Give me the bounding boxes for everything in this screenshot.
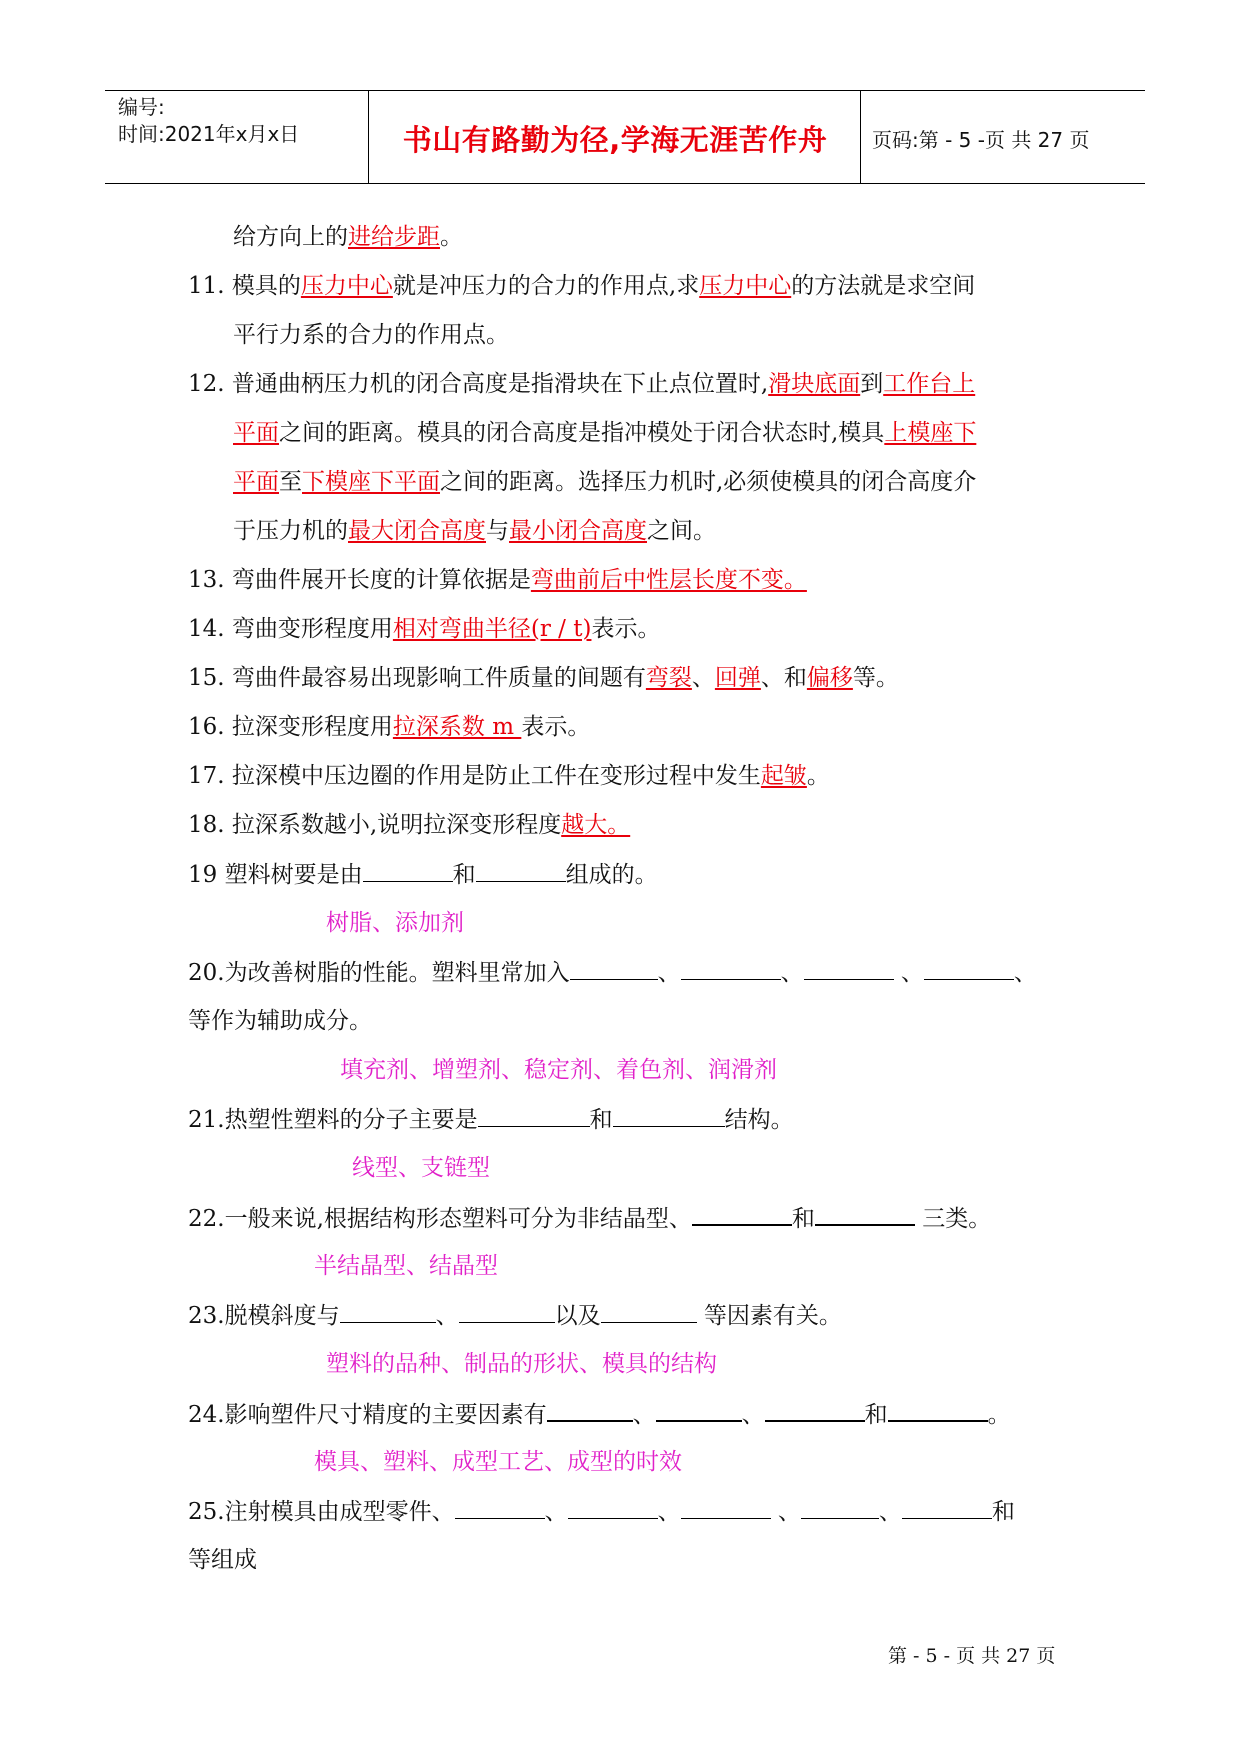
answer-20: 填充剂、增塑剂、稳定剂、着色剂、润滑剂 <box>340 1057 777 1083</box>
answer-21: 线型、支链型 <box>352 1155 490 1181</box>
question-25-continuation: 等组成 <box>188 1547 257 1573</box>
fill-blank <box>656 1398 742 1422</box>
answer-text: 越大。 <box>561 812 631 838</box>
fill-blank <box>568 1496 658 1519</box>
fill-blank <box>476 859 566 882</box>
answer-text: 压力中心 <box>300 273 393 299</box>
answer-text: 弯曲前后中性层长度不变。 <box>530 567 807 593</box>
answer-text: 滑块底面 <box>768 371 861 397</box>
answer-text: 下模座下平面 <box>302 469 440 495</box>
answer-text: 进给步距 <box>348 224 440 250</box>
fill-blank <box>363 859 453 882</box>
question-21: 21.热塑性塑料的分子主要是 和 结构。 <box>188 1104 794 1135</box>
question-13: 13. 弯曲件展开长度的计算依据是弯曲前后中性层长度不变。 <box>188 567 807 593</box>
document-number-label: 编号: <box>118 95 165 119</box>
fill-blank <box>692 1202 792 1226</box>
fill-blank <box>815 1202 915 1226</box>
answer-text: 回弹 <box>714 665 761 691</box>
question-14: 14. 弯曲变形程度用相对弯曲半径(r / t)表示。 <box>188 616 661 642</box>
answer-text: 最大闭合高度 <box>348 518 486 544</box>
fill-blank <box>601 1300 697 1323</box>
question-22: 22.一般来说,根据结构形态塑料可分为非结晶型、 和 三类。 <box>188 1202 991 1234</box>
fill-blank <box>888 1398 988 1422</box>
fill-blank <box>804 957 894 980</box>
question-20-continuation: 等作为辅助成分。 <box>188 1008 372 1034</box>
fill-blank <box>547 1398 633 1422</box>
fill-blank <box>924 957 1014 980</box>
answer-text: 偏移 <box>806 665 853 691</box>
header-meta <box>118 94 299 148</box>
answer-19: 树脂、添加剂 <box>326 910 464 936</box>
answer-text: 起皱 <box>760 763 807 789</box>
line-10-continuation: 给方向上的进给步距。 <box>233 224 463 250</box>
question-12-line-4: 于压力机的最大闭合高度与最小闭合高度之间。 <box>233 518 716 544</box>
question-11-continuation: 平行力系的合力的作用点。 <box>233 322 509 348</box>
question-23: 23.脱模斜度与 、 以及 等因素有关。 <box>188 1300 842 1331</box>
header-bottom-rule <box>105 183 1145 184</box>
fill-blank <box>681 957 781 980</box>
question-16: 16. 拉深变形程度用拉深系数 m 表示。 <box>188 714 591 740</box>
question-15: 15. 弯曲件最容易出现影响工件质量的间题有弯裂、回弹、和偏移等。 <box>188 665 899 691</box>
question-12: 12. 普通曲柄压力机的闭合高度是指滑块在下止点位置时,滑块底面到工作台上 <box>188 371 976 397</box>
answer-text: 相对弯曲半径(r / t) <box>392 616 592 642</box>
fill-blank <box>459 1300 555 1323</box>
question-19: 19 塑料树要是由 和 组成的。 <box>188 859 658 890</box>
question-11: 11. 模具的压力中心就是冲压力的合力的作用点,求压力中心的方法就是求空间 <box>188 273 976 299</box>
header-divider-left <box>368 90 369 183</box>
answer-text: 平面 <box>233 420 279 446</box>
answer-text: 弯裂 <box>645 665 692 691</box>
fill-blank <box>765 1398 865 1422</box>
question-25: 25.注射模具由成型零件、 、 、 、 、 和 <box>188 1496 1015 1527</box>
answer-text: 平面 <box>233 469 279 495</box>
document-time-label: 时间:2021年x月x日 <box>118 122 300 146</box>
fill-blank <box>570 957 658 980</box>
fill-blank <box>478 1104 590 1127</box>
fill-blank <box>681 1496 771 1519</box>
answer-text: 上模座下 <box>884 420 977 446</box>
fill-blank <box>902 1496 992 1519</box>
fill-blank <box>455 1496 545 1519</box>
header-motto: 书山有路勤为径,学海无涯苦作舟 <box>402 123 828 157</box>
answer-text: 压力中心 <box>699 273 792 299</box>
question-17: 17. 拉深模中压边圈的作用是防止工件在变形过程中发生起皱。 <box>188 763 830 789</box>
answer-text: 拉深系数 m <box>392 714 522 740</box>
header-top-rule <box>105 90 1145 91</box>
header-page-label: 页码:第 - 5 -页 共 27 页 <box>872 128 1090 152</box>
answer-text: 最小闭合高度 <box>509 518 647 544</box>
answer-24: 模具、塑料、成型工艺、成型的时效 <box>314 1449 682 1475</box>
question-12-line-2: 平面之间的距离。模具的闭合高度是指冲模处于闭合状态时,模具上模座下 <box>233 420 977 446</box>
question-12-line-3: 平面至下模座下平面之间的距离。选择压力机时,必须使模具的闭合高度介 <box>233 469 977 495</box>
page-footer: 第 - 5 - 页 共 27 页 <box>888 1645 1056 1667</box>
fill-blank <box>801 1496 879 1519</box>
header-divider-right <box>860 90 861 183</box>
question-20: 20.为改善树脂的性能。塑料里常加入 、 、 、 、 <box>188 957 1037 988</box>
answer-22: 半结晶型、结晶型 <box>314 1253 498 1279</box>
answer-23: 塑料的品种、制品的形状、模具的结构 <box>326 1351 717 1377</box>
fill-blank <box>613 1104 725 1127</box>
question-24: 24.影响塑件尺寸精度的主要因素有 、 、 和 。 <box>188 1398 1011 1430</box>
question-18: 18. 拉深系数越小,说明拉深变形程度越大。 <box>188 812 631 838</box>
answer-text: 工作台上 <box>883 371 976 397</box>
fill-blank <box>340 1300 436 1323</box>
